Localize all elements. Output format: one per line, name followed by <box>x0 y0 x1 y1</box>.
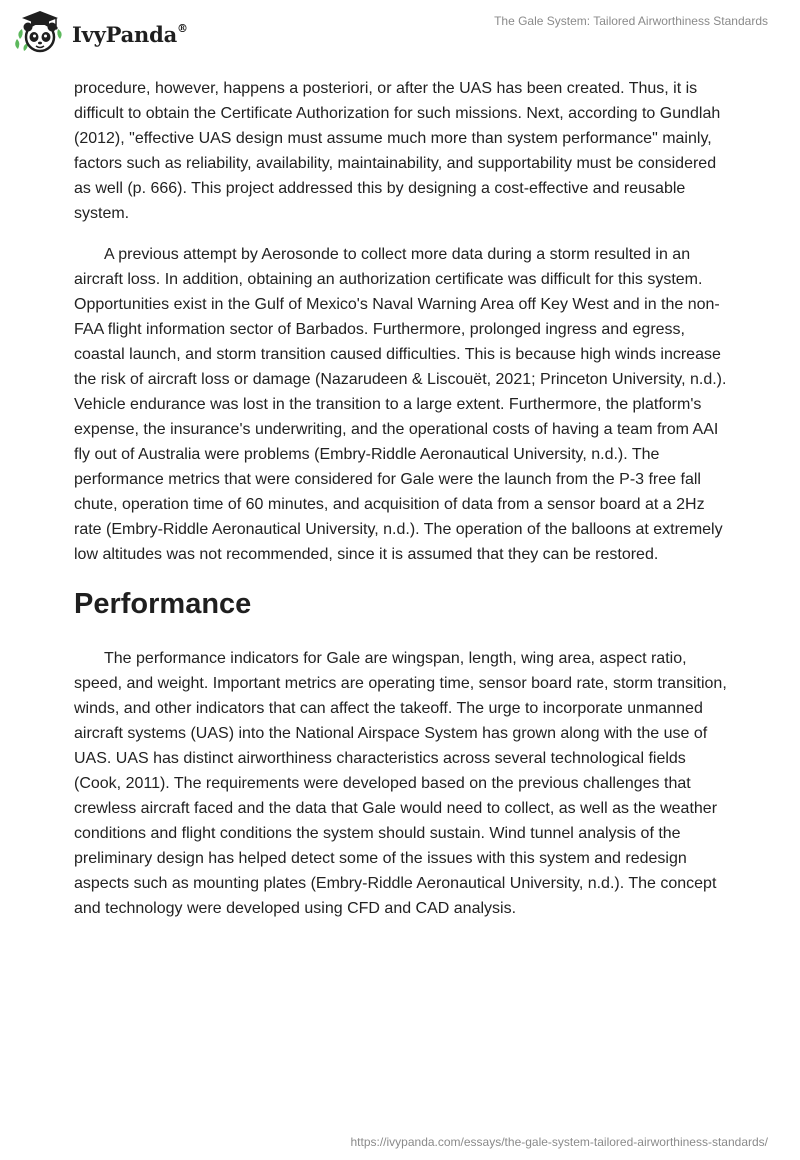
paragraph: procedure, however, happens a posteriori, or after the UAS has been created. Thus, it is difficult to obtain the Certificate Authorization for such missions. Next, according to Gundlah (2012), "effective UAS design must assume much more than system performance" mainly, factors such as reliability, availability, maintainability, and supportability must be considered as well (p. 666). This project addressed this by designing a cost-effective and reusable system. <box>74 80 721 222</box>
ivypanda-logo[interactable] <box>14 8 188 56</box>
paragraph: The performance indicators for Gale are wingspan, length, wing area, aspect ratio, speed, and weight. Important metrics are operating time, sensor board rate, storm transition, winds, and other indicators that can affect the takeoff. The urge to incorporate unmanned aircraft systems (UAS) into the National Airspace System has grown along with the use of UAS. UAS has distinct airworthiness characteristics across several technological fields (Cook, 2011). The requirements were developed based on the previous challenges that crewless aircraft faced and the data that Gale would need to collect, as well as the weather conditions and flight conditions the system should sustain. Wind tunnel analysis of the preliminary design has helped detect some of the issues with this system and redesign aspects such as mounting plates (Embry-Riddle Aeronautical University, n.d.). The concept and technology were developed using CFD and CAD analysis. <box>74 650 727 917</box>
source-url[interactable]: https://ivypanda.com/essays/the-gale-system-tailored-airworthiness-standards/ <box>350 1135 768 1149</box>
registered-mark: ® <box>177 21 188 35</box>
paragraph: A previous attempt by Aerosonde to collect more data during a storm resulted in an aircraft loss. In addition, obtaining an authorization certificate was difficult for this system. Opportunities exist in the Gulf of Mexico's Naval Warning Area off Key West and in the non-FAA flight information sector of Barbados. Furthermore, prolonged ingress and egress, coastal launch, and storm transition caused difficulties. This is because high winds increase the risk of aircraft loss or damage (Nazarudeen & Liscouët, 2021; Princeton University, n.d.). Vehicle endurance was lost in the transition to a large extent. Furthermore, the platform's expense, the insurance's underwriting, and the operational costs of having a team from AAI fly out of Australia were problems (Embry-Riddle Aeronautical University, n.d.). The performance metrics that were considered for Gale were the launch from the P-3 free fall chute, operation time of 60 minutes, and acquisition of data from a sensor board at a 2Hz rate (Embry-Riddle Aeronautical University, n.d.). The operation of the balloons at extremely low altitudes was not recommended, since it is assumed that they can be restored. <box>74 246 727 563</box>
essay-content <box>74 76 730 937</box>
document-title: The Gale System: Tailored Airworthiness Standards <box>494 14 768 28</box>
page-header <box>0 0 800 60</box>
section-heading-performance: Performance <box>74 588 252 620</box>
brand-name: IvyPanda® <box>72 21 188 47</box>
panda-graduate-icon <box>14 9 66 55</box>
